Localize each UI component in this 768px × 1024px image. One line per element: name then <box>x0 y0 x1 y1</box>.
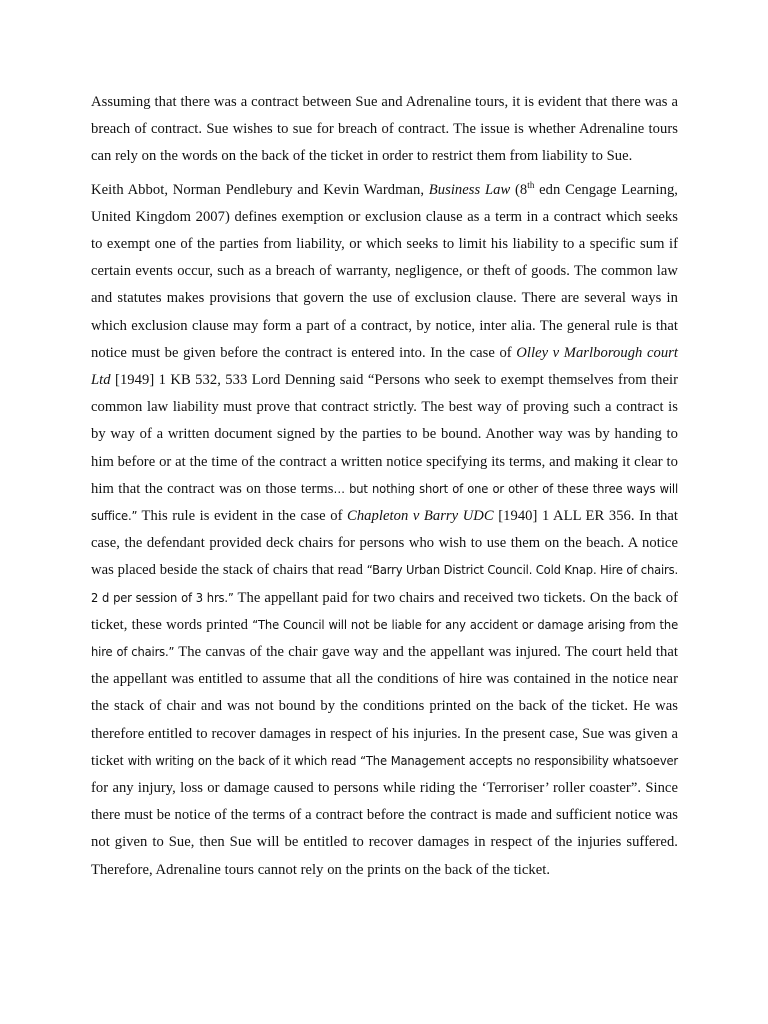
denning-quote-ending: … but nothing short of one or other of these three ways will suffice.” <box>91 481 678 525</box>
book-title: Business Law <box>428 181 511 198</box>
appellant-tickets-text: The appellant paid for two chairs and received two tickets. On the back of ticket, these words printed <box>91 589 678 633</box>
notice-quote: “Barry Urban District Council. Cold Knap. Hire of chairs. 2 d per session of 3 hrs.” <box>91 563 678 606</box>
paragraph-intro-text: Assuming that there was a contract between Sue and Adrenaline tours, it is evident that there was a breach of contract. Sue wishes to sue for breach of contract. The issue is whether Adrenaline tours can rely on the words on the back of the ticket in order to restrict them from liability to Sue. <box>91 94 678 165</box>
case-olley: Olley v Marlborough court Ltd <box>91 344 679 389</box>
court-held-text: The canvas of the chair gave way and the appellant was injured. The court held that the appellant was entitled to assume that all the conditions of hire was contained in the notice near the stack of chair and was not bound by the conditions printed on the back of the ticket. He was therefore entitled to recover damages in respect of his injuries. In the present case, Sue was given a ticket <box>91 644 678 769</box>
edition-text: (8 <box>510 181 528 198</box>
chapleton-facts-text: [1940] 1 ALL ER 356. In that case, the defendant provided deck chairs for persons who wish to use them on the beach. A notice was placed beside the stack of chairs that read <box>91 508 678 579</box>
conclusion-text: for any injury, loss or damage caused to persons while riding the ‘Terroriser’ roller coaster”. Since there must be notice of the terms of a contract before the contract is made and sufficient notice was not given to Sue, then Sue will be entitled to recover damages in respect of the injuries suffered. Therefore, Adrenaline tours cannot rely on the prints on the back of the ticket. <box>91 780 678 878</box>
case-chapleton: Chapleton v Barry UDC <box>347 508 494 525</box>
rule-evident-text: This rule is evident in the case of <box>137 508 348 525</box>
authors-text: Keith Abbot, Norman Pendlebury and Kevin Wardman, <box>91 181 429 198</box>
paragraph-intro <box>91 89 678 171</box>
document-body <box>91 89 678 890</box>
paragraph-analysis <box>91 177 678 884</box>
edition-superscript: th <box>527 179 535 190</box>
council-ticket-quote: “The Council will not be liable for any accident or damage arising from the hire of chairs.” <box>91 617 678 661</box>
denning-quote: “Persons who seek to exempt themselves from their common law liability must prove that contract strictly. The best way of proving such a contract is by way of a written document signed by the parties to be bound. Another way was by handing to him before or at the time of the contract a written notice specifying its terms, and making it clear to him that the contract was on those terms <box>91 372 678 497</box>
management-ticket-quote: with writing on the back of it which read “The Management accepts no responsibility whatsoever <box>127 753 678 769</box>
exclusion-clause-text: edn Cengage Learning, United Kingdom 2007) defines exemption or exclusion clause as a term in a contract which seeks to exempt one of the parties from liability, or which seeks to limit his liability to a specific sum if certain events occur, such as a breach of warranty, negligence, or theft of goods. The common law and statutes makes provisions that govern the use of exclusion clause. There are several ways in which exclusion clause may form a part of a contract, by notice, inter alia. The general rule is that notice must be given before the contract is entered into. In the case of <box>91 181 678 361</box>
olley-citation-text: [1949] 1 KB 532, 533 Lord Denning said <box>110 372 368 389</box>
